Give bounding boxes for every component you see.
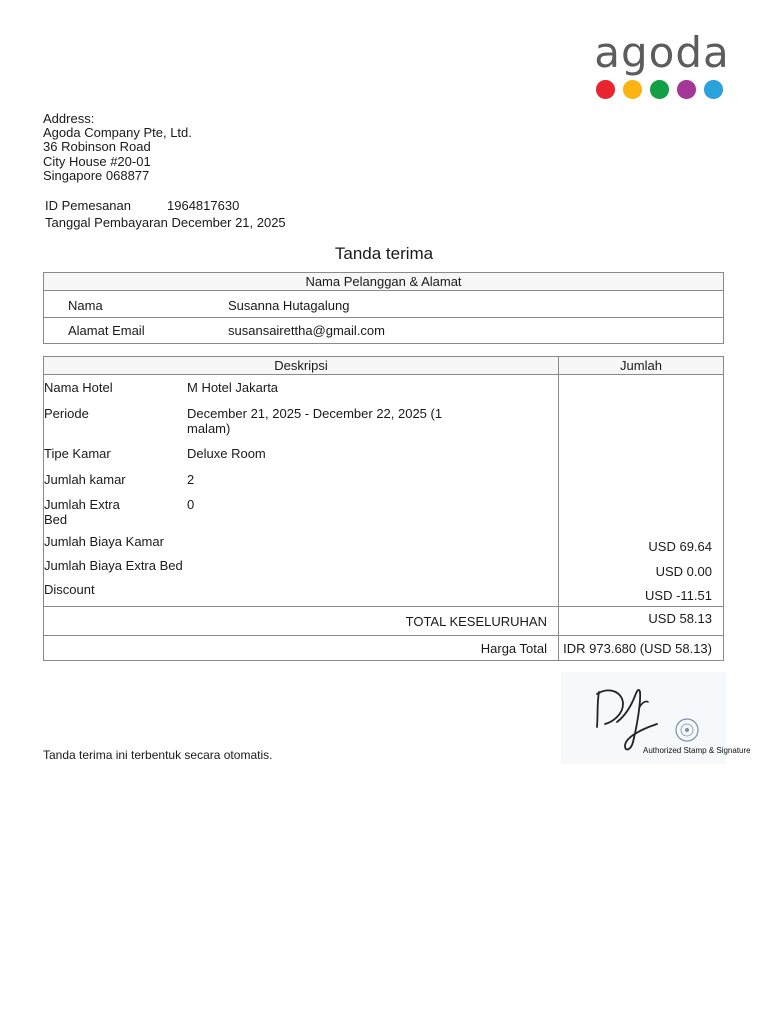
hotel-name-label: Nama Hotel: [44, 380, 113, 395]
address-label: Address:: [43, 111, 95, 126]
agoda-logo: [592, 30, 732, 102]
address-line: Agoda Company Pte, Ltd.: [43, 125, 192, 141]
period-value-line: malam): [187, 421, 231, 436]
logo-dots: [596, 80, 723, 99]
receipt-title: Tanda terima: [334, 244, 434, 263]
room-cost-label: Jumlah Biaya Kamar: [44, 534, 164, 549]
extra-bed-count-value: 0: [187, 497, 195, 512]
address-line: Singapore 068877: [43, 167, 150, 183]
amount-cell: [559, 375, 724, 607]
logo-dot-purple: [677, 80, 696, 99]
signature-caption: Authorized Stamp & Signature: [643, 746, 751, 755]
payment-date-row: [45, 214, 286, 231]
customer-name-value: Susanna Hutagalung: [228, 297, 350, 313]
customer-table: [43, 272, 724, 344]
room-type-label: Tipe Kamar: [44, 446, 111, 461]
company-address: [43, 112, 192, 183]
grand-total-label: TOTAL KESELURUHAN: [44, 607, 559, 636]
customer-email-label: Alamat Email: [68, 323, 145, 338]
extra-bed-cost-label: Jumlah Biaya Extra Bed: [44, 558, 183, 573]
extra-bed-count-label: [44, 490, 187, 528]
booking-info: [45, 197, 286, 231]
extra-bed-count-label-line: Bed: [44, 512, 68, 527]
payment-date-value: December 21, 2025: [171, 215, 286, 230]
logo-dot-yellow: [623, 80, 642, 99]
hotel-name-value: M Hotel Jakarta: [187, 380, 279, 395]
period-value: [187, 400, 558, 440]
customer-table-header: Nama Pelanggan & Alamat: [44, 273, 724, 291]
room-cost-value: USD 69.64: [648, 539, 712, 554]
discount-label: Discount: [44, 582, 95, 597]
room-count-label: Jumlah kamar: [44, 472, 126, 487]
period-label: Periode: [44, 406, 89, 421]
booking-id-label: ID Pemesanan: [45, 198, 131, 213]
customer-name-label: Nama: [68, 297, 103, 313]
booking-details-list: [44, 375, 558, 600]
address-line: City House #20-01: [43, 153, 151, 169]
logo-dot-red: [596, 80, 615, 99]
booking-details-table: [43, 356, 724, 661]
discount-value: USD -11.51: [645, 588, 712, 603]
booking-id-row: [45, 197, 286, 214]
room-count-value: 2: [187, 472, 195, 487]
logo-dot-green: [650, 80, 669, 99]
signature-stamp-image: [561, 672, 751, 764]
period-value-line: December 21, 2025 - December 22, 2025 (1: [187, 406, 443, 421]
amount-list: [559, 375, 723, 606]
description-column-header: Deskripsi: [44, 357, 559, 375]
room-type-value: Deluxe Room: [187, 446, 266, 461]
extra-bed-count-label-line: Jumlah Extra: [44, 497, 120, 512]
total-price-label: Harga Total: [44, 636, 559, 661]
booking-id-value: 1964817630: [167, 198, 240, 213]
grand-total-value: USD 58.13: [559, 607, 724, 636]
amount-column-header: Jumlah: [559, 357, 724, 375]
auto-generated-note: Tanda terima ini terbentuk secara otomatis.: [43, 748, 273, 762]
logo-dot-blue: [704, 80, 723, 99]
extra-bed-cost-value: USD 0.00: [655, 564, 712, 579]
customer-email-value: susansairettha@gmail.com: [228, 323, 385, 338]
amount-spacer: [559, 375, 723, 534]
agoda-wordmark: agoda: [594, 28, 730, 77]
total-price-value: IDR 973.680 (USD 58.13): [559, 636, 724, 661]
payment-date-label: Tanggal Pembayaran: [45, 215, 168, 230]
signature-block: [561, 672, 751, 764]
address-line: 36 Robinson Road: [43, 139, 151, 155]
description-cell: [44, 375, 559, 607]
